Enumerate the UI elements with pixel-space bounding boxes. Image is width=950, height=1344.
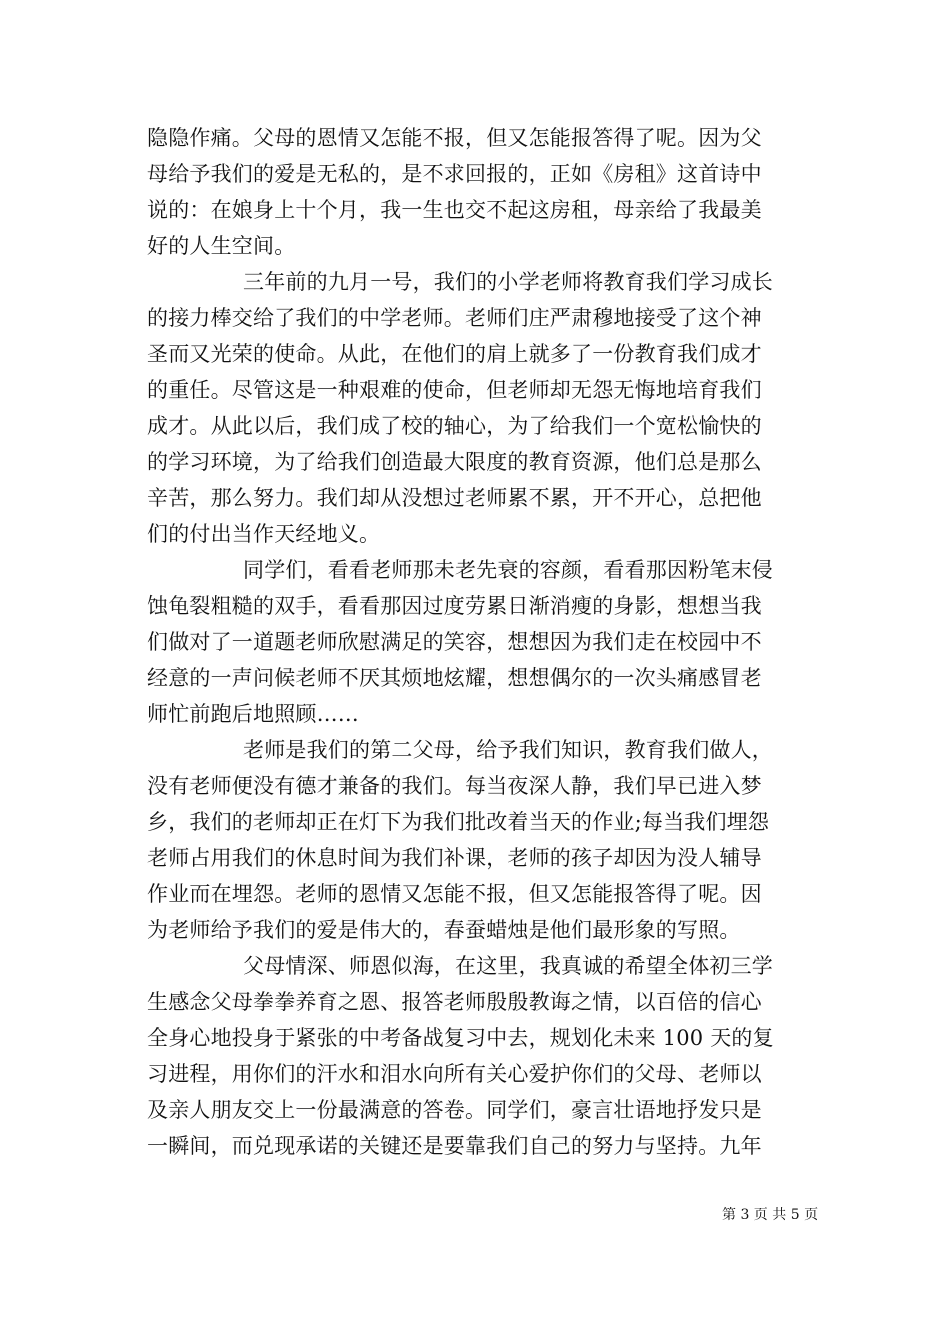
text-line: 们做对了一道题老师欣慰满足的笑容，想想因为我们走在校园中不: [147, 630, 762, 654]
text-line: 母给予我们的爱是无私的，是不求回报的，正如《房租》这首诗中: [147, 162, 762, 186]
text-line: 全身心地投身于紧张的中考备战复习中去，规划化未来 100 天的复: [147, 1026, 774, 1050]
text-line: 的重任。尽管这是一种艰难的使命，但老师却无怨无悔地培育我们: [147, 378, 762, 402]
text-line: 习进程，用你们的汗水和泪水向所有关心爱护你们的父母、老师以: [147, 1062, 762, 1086]
text-line: 没有老师便没有德才兼备的我们。每当夜深人静，我们早已进入梦: [147, 774, 762, 798]
text-line: 乡，我们的老师却正在灯下为我们批改着当天的作业;每当我们埋怨: [147, 810, 770, 834]
text-line: 师忙前跑后地照顾……: [147, 702, 359, 726]
text-line: 辛苦，那么努力。我们却从没想过老师累不累，开不开心，总把他: [147, 486, 762, 510]
text-line: 圣而又光荣的使命。从此，在他们的肩上就多了一份教育我们成才: [147, 342, 762, 366]
text-line: 的接力棒交给了我们的中学老师。老师们庄严肃穆地接受了这个神: [147, 306, 762, 330]
paragraph-first-line: 同学们，看看老师那未老先衰的容颜，看看那因粉笔末侵: [243, 558, 773, 582]
page-number-footer: 第 3 页 共 5 页: [722, 1207, 819, 1223]
text-line: 成才。从此以后，我们成了校的轴心，为了给我们一个宽松愉快的: [147, 414, 762, 438]
text-line: 生感念父母拳拳养育之恩、报答老师殷殷教诲之情，以百倍的信心: [147, 990, 762, 1014]
text-line: 的学习环境，为了给我们创造最大限度的教育资源，他们总是那么: [147, 450, 762, 474]
text-line: 经意的一声问候老师不厌其烦地炫耀，想想偶尔的一次头痛感冒老: [147, 666, 762, 690]
text-line: 隐隐作痛。父母的恩情又怎能不报，但又怎能报答得了呢。因为父: [147, 126, 762, 150]
text-line: 蚀龟裂粗糙的双手，看看那因过度劳累日渐消瘦的身影，想想当我: [147, 594, 762, 618]
text-line: 们的付出当作天经地义。: [147, 522, 381, 546]
text-line: 老师占用我们的休息时间为我们补课，老师的孩子却因为没人辅导: [147, 846, 762, 870]
text-line: 为老师给予我们的爱是伟大的，春蚕蜡烛是他们最形象的写照。: [147, 918, 741, 942]
text-line: 作业而在埋怨。老师的恩情又怎能不报，但又怎能报答得了呢。因: [147, 882, 762, 906]
text-line: 好的人生空间。: [147, 234, 296, 258]
text-line: 及亲人朋友交上一份最满意的答卷。同学们，豪言壮语地抒发只是: [147, 1098, 762, 1122]
text-line: 一瞬间，而兑现承诺的关键还是要靠我们自己的努力与坚持。九年: [147, 1134, 762, 1158]
text-line: 说的：在娘身上十个月，我一生也交不起这房租，母亲给了我最美: [147, 198, 762, 222]
paragraph-first-line: 三年前的九月一号，我们的小学老师将教育我们学习成长: [243, 270, 773, 294]
paragraph-first-line: 老师是我们的第二父母，给予我们知识，教育我们做人，: [243, 738, 773, 762]
paragraph-first-line: 父母情深、师恩似海，在这里，我真诚的希望全体初三学: [243, 954, 773, 978]
